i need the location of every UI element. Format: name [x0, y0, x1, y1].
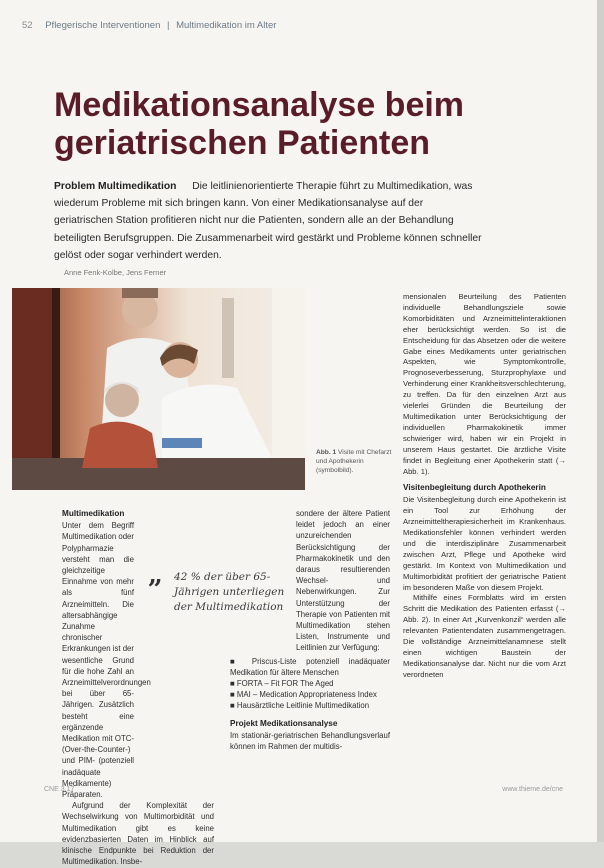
- col2-paragraph-2: Im stationär-geriatrischen Behandlungsverlauf können im Rahmen der multidis-: [230, 730, 390, 752]
- list-item: ■ FORTA – Fit FOR The Aged: [230, 679, 334, 689]
- footer-right: www.thieme.de/cne: [502, 786, 563, 793]
- footer-left: CNE 3.17: [44, 786, 75, 793]
- column-1: [62, 508, 214, 868]
- col1-paragraph-1: Unter dem Begriff Multimedikation oder Polypharmazie versteht man die gleichzeitige Einnahme von mehr als fünf Arzneimitteln. Die altersabhängige Zunahme chronischer Erkrankungen ist der wesentliche Grund für die hohe Zahl an Arzneimittelverordnungen bei über 65-Jährigen. Zusätzlich besteht eine ergänzende Medikation mit OTC- (Over-the-Counter-) und PIM- (potenziell inadäquate Medikamente) Präparaten.: [62, 521, 151, 800]
- column-2: [230, 508, 390, 752]
- section-heading-projekt: Projekt Medikationsanalyse: [230, 718, 338, 728]
- list-item: ■ Priscus-Liste potenziell inadäquater Medikation für ältere Menschen: [230, 656, 390, 677]
- figure-label: Abb. 1: [316, 449, 337, 456]
- section-heading-visitenbegleitung: Visitenbegleitung durch Apothekerin: [403, 483, 546, 493]
- col3-paragraph-1: mensionalen Beurteilung des Patienten individuelle Behandlungsziele sowie Komorbiditäten und Arzneimittelinteraktionen eher berücksichtigt werden. So ist die Entscheidung für das Absetzen oder die weitere Gabe eines Medikaments unter geriatrischen Aspekten, wie Symptomkontrolle, Prognoseverbesserung, Sturzprophylaxe und Verhinderung einer Krankheitsverschlechterung, zu treffen. Da für den einzelnen Arzt aus vielerlei Gründen die Beurteilung der Multimedikation unter Berücksichtigung der individuellen Pharmakokinetik immer schwieriger wird, haben wir ein Projekt in unserem Haus gestartet. Die ärztliche Visite findet in Begleitung einer Apothekerin statt (→ Abb. 1).: [403, 292, 566, 476]
- header-section: Pflegerische Interventionen: [45, 20, 161, 31]
- lead-text: Die leitlinienorientierte Therapie führt zu Multimedikation, was wiederum Probleme mit sich bringen kann. Von einer Medikationsanalyse auf der geriatrischen Station profitieren nicht nur die Patienten, sondern alle an der Behandlung beteiligten Berufsgruppen. Die Zusammenarbeit wird gestärkt und Probleme können schneller gelöst oder sogar verhindert werden.: [54, 181, 482, 261]
- running-header: [22, 20, 276, 31]
- col1-paragraph-2: Aufgrund der Komplexität der Wechselwirkung von Multimorbidität und Multimedikation gibt es keine evidenzbasierten Daten im Hinblick auf klinische Endpunkte bei Reduktion der Multimedikation. Insbe-: [62, 801, 214, 867]
- section-heading-multimedikation: Multimedikation: [62, 509, 125, 518]
- ward-round-photo: [12, 288, 305, 490]
- article-title: Medikationsanalyse beim geriatrischen Patienten: [54, 86, 465, 162]
- quote-text: 42 % der über 65-Jährigen unterliegen der Multimedikation: [174, 571, 285, 613]
- author-line: Anne Fenk-Kolbe, Jens Ferner: [64, 268, 167, 277]
- guideline-list: [230, 656, 390, 712]
- col3-paragraph-3: Mithilfe eines Formblatts wird im ersten Schritt die Medikation des Patienten erfasst (→ Abb. 2). In einer Art „Kurvenkonzil“ werden alle relevanten Patientendaten zusammengetragen. Die vollständige Arzneimittelanamnese stellt einen wichtigen Baustein der Medikationsanalyse dar. Nicht nur die vom Arzt verordneten: [403, 593, 566, 679]
- article-lead: [54, 178, 484, 264]
- lead-label: Problem Multimedikation: [54, 181, 177, 192]
- page-number: 52: [22, 20, 33, 31]
- header-separator: |: [167, 20, 170, 31]
- figure-caption: [316, 448, 392, 475]
- list-item: ■ MAI – Medication Appropriateness Index: [230, 690, 377, 700]
- figure-caption-text: Visite mit Chefarzt und Apothekerin (symbolbild).: [316, 449, 392, 474]
- page-edge: [597, 0, 604, 842]
- list-item: ■ Hausärztliche Leitlinie Multimedikation: [230, 701, 370, 711]
- col2-paragraph-1: sondere der ältere Patient leidet jedoch an einer unzureichenden Berücksichtigung der Pharmakokinetik und den daraus resultierenden Wechsel- und Nebenwirkungen. Zur Unterstützung der Therapie von Patienten mit Multimedikation stehen Listen, Instrumente und Leitlinien zur Verfügung:: [296, 509, 390, 653]
- column-3: [403, 292, 566, 681]
- quote-mark: „: [148, 560, 163, 590]
- photo-illustration: [12, 288, 305, 490]
- col3-paragraph-2: Die Visitenbegleitung durch eine Apothekerin ist ein Tool zur Erhöhung der Arzneimitteltherapiesicherheit im Krankenhaus. Medikationsfehler können verhindert werden und die interdisziplinäre Zusammenarbeit zwischen Arzt, Pflege und Apotheke wird gestärkt. Im Kontext von Multimedikation und Multimorbidität profitiert der geriatrische Patient im besonderen Maße von diesem Projekt.: [403, 495, 566, 592]
- header-topic: Multimedikation im Alter: [176, 20, 277, 31]
